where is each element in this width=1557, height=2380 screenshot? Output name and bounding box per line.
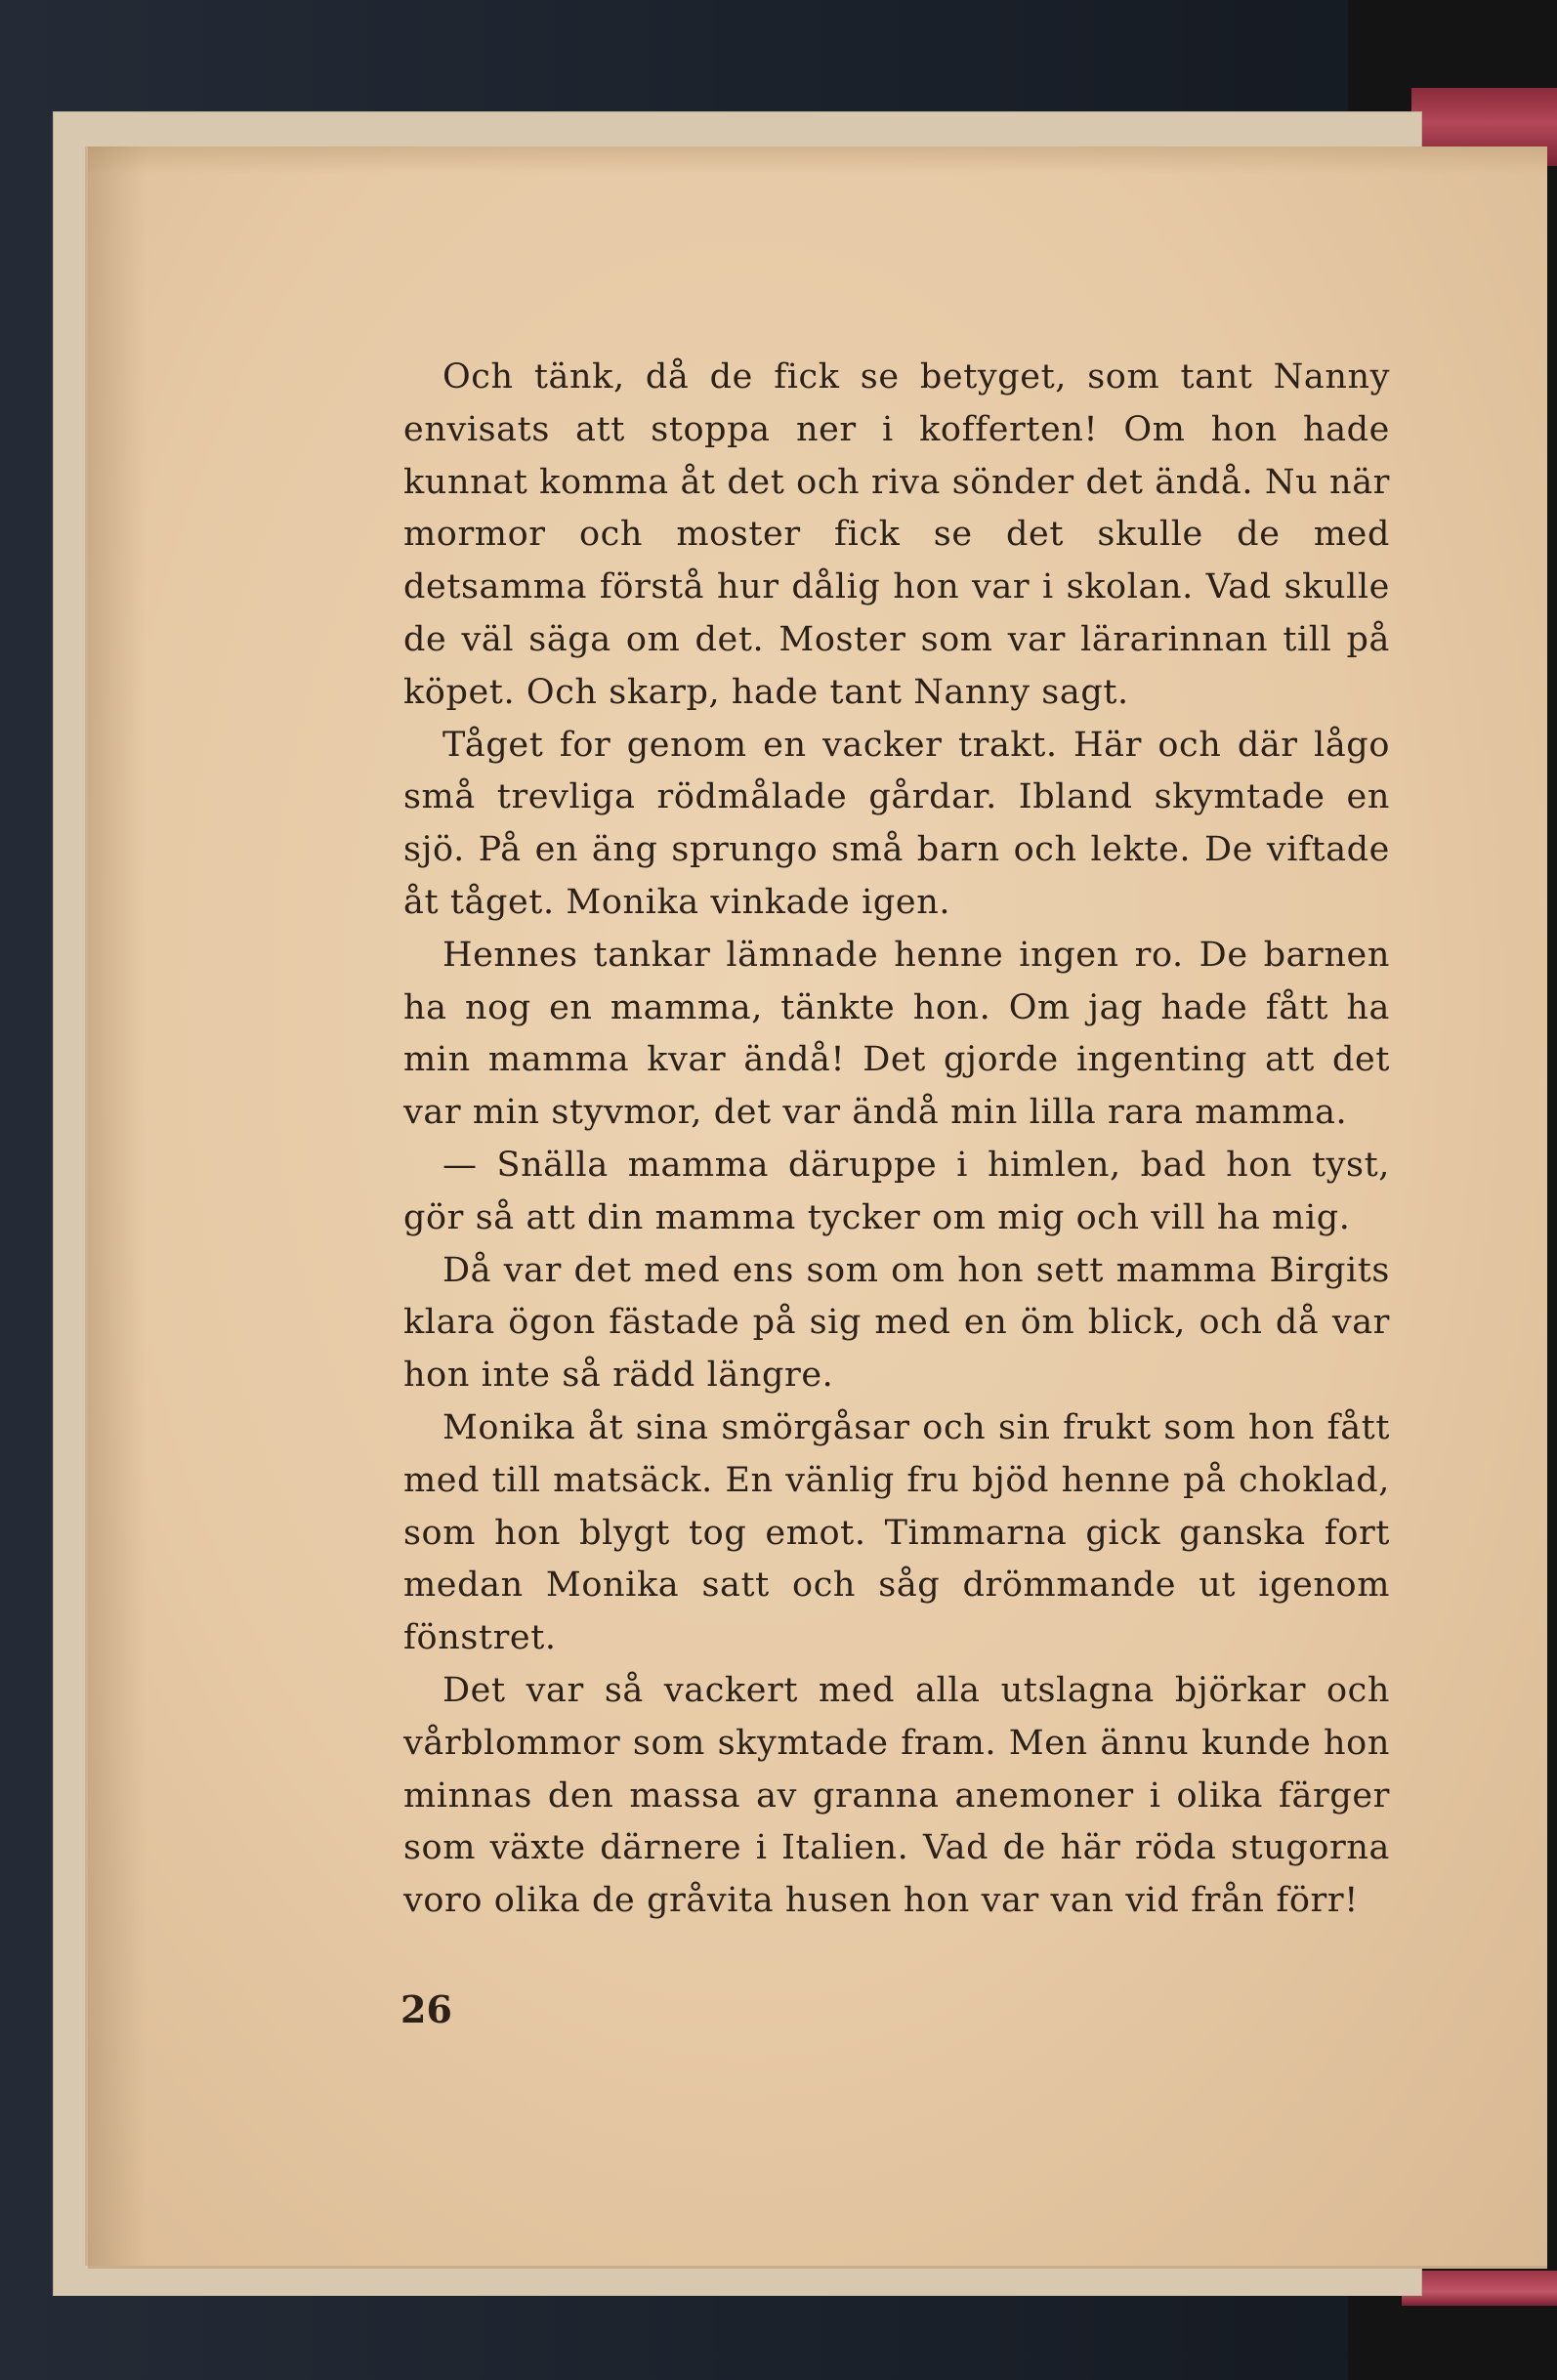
body-text: [403, 352, 1390, 1928]
paragraph: Tåget for genom en vacker trakt. Här och där lågo små trevliga rödmålade gårdar. Ibland skymtade en sjö. På en äng sprungo små barn och lekte. De viftade åt tåget. Monika vinkade igen.: [403, 725, 1390, 922]
paragraph: — Snälla mamma däruppe i himlen, bad hon tyst, gör så att din mamma tycker om mig och vill ha mig.: [403, 1145, 1390, 1237]
paragraph: Och tänk, då de fick se betyget, som tant Nanny envisats att stoppa ner i kofferten! Om hon hade kunnat komma åt det och riva sönder det ändå. Nu när mormor och moster fick se det skulle de med detsamma förstå hur dålig hon var i skolan. Vad skulle de väl säga om det. Moster som var lärarinnan till på köpet. Och skarp, hade tant Nanny sagt.: [403, 357, 1390, 712]
page-gutter-shadow: [88, 146, 147, 2266]
page-top-shadow: [88, 146, 1547, 174]
book-binding-cloth-bottom: [1402, 2271, 1557, 2306]
paragraph: Då var det med ens som om hon sett mamma Birgits klara ögon fästade på sig med en öm blick, och då var hon inte så rädd längre.: [403, 1250, 1390, 1396]
paragraph: Det var så vackert med alla utslagna björkar och vårblommor som skymtade fram. Men ännu kunde hon minnas den massa av granna anemoner i olika färger som växte därnere i Italien. Vad de här röda stugorna voro olika de gråvita husen hon var van vid från förr!: [403, 1670, 1390, 1921]
paragraph: Monika åt sina smörgåsar och sin frukt som hon fått med till matsäck. En vänlig fru bjöd henne på choklad, som hon blygt tog emot. Timmarna gick ganska fort medan Monika satt och såg drömmande ut igenom fönstret.: [403, 1407, 1390, 1658]
paragraph: Hennes tankar lämnade henne ingen ro. De barnen ha nog en mamma, tänkte hon. Om jag hade fått ha min mamma kvar ändå! Det gjorde ingenting att det var min styvmor, det var ändå min lilla rara mamma.: [403, 935, 1390, 1133]
page-number: 26: [400, 1987, 452, 2031]
